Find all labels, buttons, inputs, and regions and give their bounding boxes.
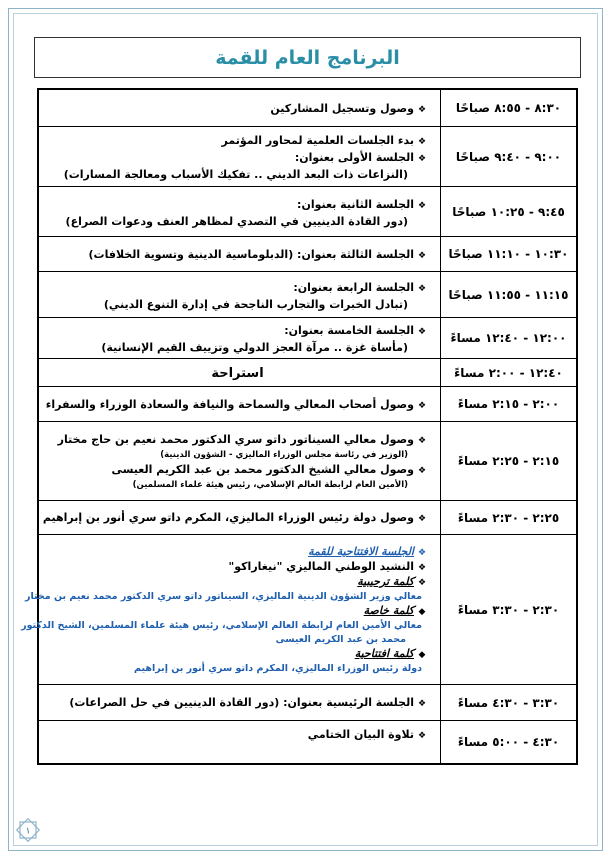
diamond-bullet-icon: ❖	[417, 731, 427, 741]
time-cell: ٢:٠٠ - ٢:١٥ مساءً	[440, 387, 576, 421]
time-cell: ٢:١٥ - ٢:٢٥ مساءً	[440, 422, 576, 500]
desc-cell: ❖وصول وتسجيل المشاركين	[39, 90, 440, 126]
time-cell: ٨:٣٠ - ٨:٥٥ صباحًا	[440, 90, 576, 126]
page-title: البرنامج العام للقمة	[215, 46, 400, 69]
desc-cell: ❖الجلسة الرئيسية بعنوان: (دور القادة الدينيين في حل الصراعات)	[39, 685, 440, 720]
page-number: ١	[25, 826, 31, 837]
diamond-bullet-icon: ❖	[417, 250, 427, 261]
time-cell: ٩:٠٠ - ٩:٤٠ صباحًا	[440, 127, 576, 186]
title-box	[34, 37, 581, 78]
table-row	[39, 387, 576, 422]
diamond-bullet-icon: ❖	[417, 563, 427, 573]
diamond-bullet-icon: ❖	[417, 578, 427, 588]
diamond-bullet-icon: ❖	[417, 514, 427, 524]
table-row	[39, 359, 576, 387]
time-cell: ٩:٤٥ - ١٠:٢٥ صباحًا	[440, 187, 576, 236]
time-cell: ١٠:٣٠ - ١١:١٠ صباحًا	[440, 237, 576, 271]
time-cell: ١٢:٠٠ - ١٢:٤٠ مساءً	[440, 318, 576, 358]
desc-cell: ❖الجلسة الافتتاحية للقمة ❖النشيد الوطني الماليزي "نيغاراكو" ❖كلمة ترحيبية معالي وزير الشؤون الدينية الماليزي، السيناتور داتو سري الدكتور محمد نعيم بن مختار ◆كلمة خاصة معالي الأمين العام لرابطة العالم الإسلامي، رئيس هيئة علماء المسلمين، الشيخ الدكتور محمد بن عبد الكريم العيسى ◆كلمة افتتاحية دولة رئيس الوزراء الماليزي، المكرم داتو سري أنور بن إبراهيم	[39, 535, 440, 684]
diamond-bullet-icon: ❖	[417, 283, 427, 294]
diamond-bullet-icon: ◆	[418, 607, 426, 617]
time-cell: ٢:٢٥ - ٢:٣٠ مساءً	[440, 501, 576, 534]
desc-cell: ❖الجلسة الثالثة بعنوان: (الدبلوماسية الدينية وتسوية الخلافات)	[39, 237, 440, 271]
diamond-bullet-icon: ◆	[418, 650, 426, 660]
time-cell: ٣:٣٠ - ٤:٣٠ مساءً	[440, 685, 576, 720]
desc-cell: ❖وصول دولة رئيس الوزراء الماليزي، المكرم داتو سري أنور بن إبراهيم	[39, 501, 440, 534]
diamond-bullet-icon: ❖	[417, 436, 427, 446]
table-row	[39, 90, 576, 127]
table-row	[39, 685, 576, 721]
desc-cell: ❖الجلسة الثانية بعنوان: (دور القادة الدينيين في التصدي لمظاهر العنف ودعوات الصراع)	[39, 187, 440, 236]
page-number-badge	[16, 818, 40, 842]
diamond-bullet-icon: ❖	[417, 154, 427, 164]
table-row	[39, 127, 576, 187]
table-row	[39, 318, 576, 359]
table-row	[39, 187, 576, 237]
diamond-bullet-icon: ❖	[417, 327, 427, 337]
time-cell: ٢:٣٠ - ٣:٣٠ مساءً	[440, 535, 576, 684]
diamond-bullet-icon: ❖	[417, 466, 427, 476]
diamond-bullet-icon: ❖	[417, 400, 427, 411]
diamond-bullet-icon: ❖	[417, 699, 427, 709]
time-cell: ١١:١٥ - ١١:٥٥ صباحًا	[440, 272, 576, 317]
table-row	[39, 272, 576, 318]
desc-cell: ❖بدء الجلسات العلمية لمحاور المؤتمر ❖الجلسة الأولى بعنوان: (النزاعات ذات البعد الديني .. تفكيك الأسباب ومعالجة المسارات)	[39, 127, 440, 186]
table-row	[39, 721, 576, 763]
schedule-table	[21, 88, 578, 765]
table-row	[39, 501, 576, 535]
diamond-bullet-icon: ❖	[417, 137, 427, 147]
desc-cell: ❖الجلسة الرابعة بعنوان: (تبادل الخبرات والتجارب الناجحة في إدارة التنوع الديني)	[39, 272, 440, 317]
time-cell: ٤:٣٠ - ٥:٠٠ مساءً	[440, 721, 576, 763]
table-row	[39, 422, 576, 501]
desc-cell: ❖وصول أصحاب المعالي والسماحة والنيافة والسعادة الوزراء والسفراء	[39, 387, 440, 421]
time-cell: ١٢:٤٠ - ٢:٠٠ مساءً	[440, 359, 576, 386]
desc-cell: استراحة	[211, 366, 264, 381]
table-row	[39, 237, 576, 272]
table-row	[21, 535, 576, 685]
diamond-bullet-icon: ❖	[417, 104, 427, 115]
diamond-bullet-icon: ❖	[417, 200, 427, 211]
desc-cell: ❖الجلسة الخامسة بعنوان: (مأساة غزة .. مرآة العجز الدولي وتزييف القيم الإنسانية)	[39, 318, 440, 358]
diamond-bullet-icon: ❖	[417, 548, 427, 558]
desc-cell: ❖تلاوة البيان الختامي	[39, 721, 440, 763]
desc-cell: ❖وصول معالي السيناتور داتو سري الدكتور محمد نعيم بن حاج مختار (الوزير في رئاسة مجلس الوزراء الماليزي - الشؤون الدينية) ❖وصول معالي الشيخ الدكتور محمد بن عبد الكريم العيسى (الأمين العام لرابطة العالم الإسلامي، رئيس هيئة علماء المسلمين)	[39, 422, 440, 500]
